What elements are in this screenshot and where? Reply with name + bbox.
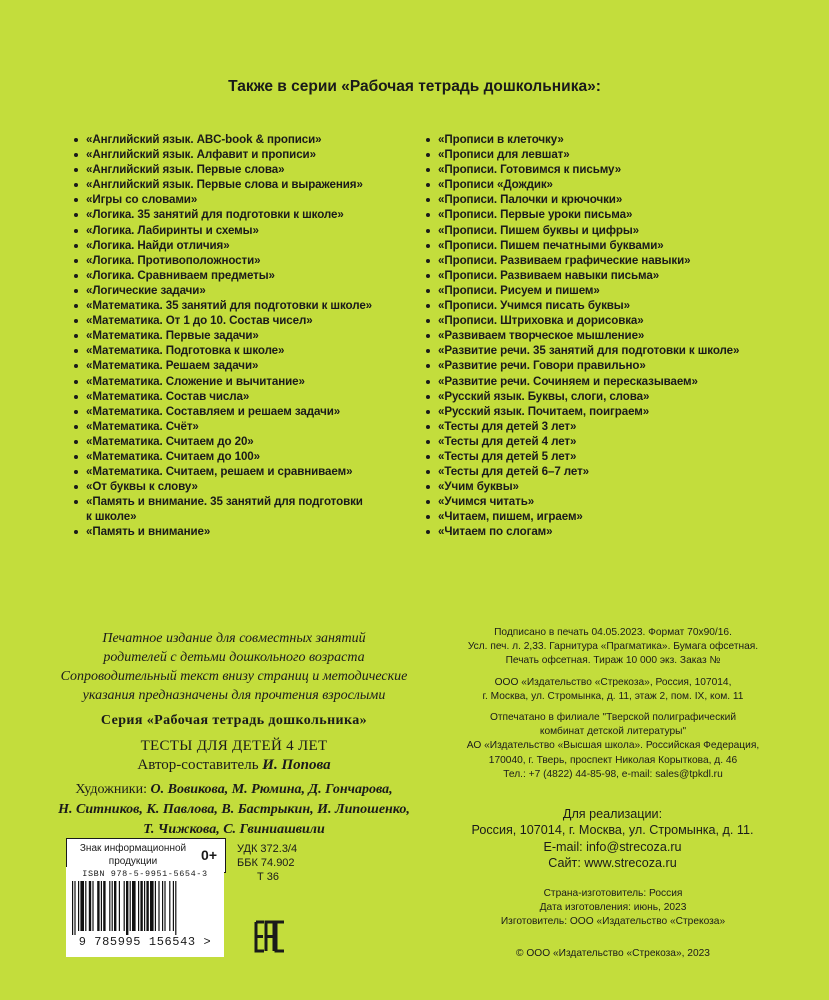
printer-info: 170040, г. Тверь, проспект Николая Корыткова, д. 46 [488,754,738,766]
intro-line: указания предназначены для прочтения взрослыми [82,688,386,703]
series-book-item: «Прописи. Рисуем и пишем» [426,283,771,298]
series-book-item: «Прописи в клеточку» [426,132,771,147]
series-book-item: «Прописи. Учимся писать буквы» [426,298,771,313]
barcode-bar [92,881,93,931]
barcode-bar [130,881,131,931]
barcode-bar [119,881,120,931]
copyright: © ООО «Издательство «Стрекоза», 2023 [516,948,710,959]
series-book-item: «Математика. От 1 до 10. Состав чисел» [74,313,414,328]
barcode-bar [175,881,176,935]
print-details: Усл. печ. л. 2,33. Гарнитура «Прагматика». Бумага офсетная. [467,641,759,653]
barcode-bar [101,881,102,931]
series-book-item: «Тесты для детей 5 лет» [426,449,771,464]
maker-name: Изготовитель: ООО «Издательство «Стрекоза» [500,916,726,927]
barcode-bar [173,881,174,931]
manufacturer-info [450,887,776,929]
series-book-item: «Развитие речи. 35 занятий для подготовки к школе» [426,343,771,358]
barcode-bar [114,881,116,931]
barcode-bar [78,881,79,931]
series-book-item: «Прописи для левшат» [426,147,771,162]
age-rating: 0+ [201,847,217,863]
maker-date: Дата изготовления: июнь, 2023 [539,902,687,913]
series-book-item: «Память и внимание» [74,524,414,539]
info-product-label: Знак информационной продукции [79,843,187,867]
barcode-bar [150,881,154,931]
series-book-item: «Развиваем творческое мышление» [426,328,771,343]
printer-info: комбинат детской литературы" [539,726,687,738]
illustrators-line: Н. Ситников, К. Павлова, В. Бастрыкин, И. Липошенко, [58,802,410,817]
series-book-item: «Тесты для детей 4 лет» [426,434,771,449]
series-book-item: «Математика. Счёт» [74,419,414,434]
barcode-bar [158,881,159,931]
series-book-item: «Английский язык. Алфавит и прописи» [74,147,414,162]
author-line [40,757,428,774]
intro-line: родителей с детьми дошкольного возраста [103,650,365,665]
series-book-item: «Логические задачи» [74,283,414,298]
series-book-item: «Математика. Сложение и вычитание» [74,374,414,389]
illustrators-prefix: Художники: [75,782,147,797]
series-book-item: «Математика. Составляем и решаем задачи» [74,404,414,419]
series-book-item: «Прописи. Палочки и крючочки» [426,192,771,207]
series-book-item: «Развитие речи. Говори правильно» [426,358,771,373]
series-book-item: «Читаем по слогам» [426,524,771,539]
print-details: Печать офсетная. Тираж 10 000 экз. Заказ № [505,655,721,667]
barcode-bar [164,881,165,931]
sales-address: Россия, 107014, г. Москва, ул. Стромынка, д. 11. [471,823,754,838]
series-book-item: «Логика. Найди отличия» [74,238,414,253]
intro-line: Сопроводительный текст внизу страниц и методические [60,669,408,684]
sales-email: E-mail: info@strecoza.ru [543,839,682,854]
author-name: И. Попова [262,757,331,773]
barcode-bar [126,881,128,935]
sales-info [440,806,785,872]
series-book-item: «Математика. Считаем до 100» [74,449,414,464]
book-title: ТЕСТЫ ДЛЯ ДЕТЕЙ 4 ЛЕТ [140,738,328,754]
series-list-right [426,132,771,540]
series-book-item: «Учим буквы» [426,479,771,494]
udk-code: УДК 372.3/4 [237,843,298,855]
series-book-item: «Прописи «Дождик» [426,177,771,192]
series-book-item: «Математика. Считаем, решаем и сравниваем» [74,464,414,479]
barcode-bar [112,881,113,931]
series-book-item: «Тесты для детей 6–7 лет» [426,464,771,479]
series-book-item: «Развитие речи. Сочиняем и пересказываем» [426,374,771,389]
series-book-item: «Прописи. Пишем буквы и цифры» [426,223,771,238]
illustrators-line: О. Вовикова, М. Рюмина, Д. Гончарова, [150,782,393,797]
maker-country: Страна-изготовитель: Россия [543,888,683,899]
series-book-item: «Прописи. Развиваем навыки письма» [426,268,771,283]
series-book-item: «Логика. Лабиринты и схемы» [74,223,414,238]
barcode-bar [169,881,170,931]
series-book-item: «Игры со словами» [74,192,414,207]
intro-text [40,629,428,705]
barcode-bar [89,881,91,931]
series-book-item: «Тесты для детей 3 лет» [426,419,771,434]
series-book-item: «Математика. Состав числа» [74,389,414,404]
series-book-item: «Прописи. Готовимся к письму» [426,162,771,177]
barcode-bar [140,881,142,931]
printer-info: АО «Издательство «Высшая школа». Российская Федерация, [466,740,760,752]
barcode-bar [124,881,125,931]
imprint-right [450,626,776,782]
series-list-left [74,132,414,540]
barcode-bar [85,881,86,931]
barcode-bar [162,881,163,931]
series-book-item: «Логика. 35 занятий для подготовки к школе» [74,207,414,222]
illustrators-line: Т. Чижкова, С. Гвиниашвили [143,822,325,837]
series-book-item: «Английский язык. ABC-book & прописи» [74,132,414,147]
author-mark: Т 36 [257,871,280,883]
series-book-item: «Английский язык. Первые слова» [74,162,414,177]
eac-icon [254,920,286,953]
bbk-code: ББК 74.902 [237,857,295,869]
barcode-bar [138,881,139,931]
series-book-item: «Русский язык. Буквы, слоги, слова» [426,389,771,404]
barcode-bar [103,881,105,931]
series-book-item: «Логика. Сравниваем предметы» [74,268,414,283]
barcode [66,867,224,957]
series-book-item: «Прописи. Пишем печатными буквами» [426,238,771,253]
sales-line: Для реализации: [562,807,663,821]
classification-codes [237,842,297,884]
publisher-address: ООО «Издательство «Стрекоза», Россия, 107014, [494,676,732,688]
printer-info: Отпечатано в филиале "Тверской полиграфический [489,712,737,724]
barcode-bar [132,881,136,931]
series-book-item: «Английский язык. Первые слова и выражения» [74,177,414,192]
author-prefix: Автор-составитель [137,757,259,773]
barcode-bar [109,881,110,931]
intro-line: Печатное издание для совместных занятий [102,631,366,646]
series-book-item: «Математика. Первые задачи» [74,328,414,343]
series-book-item: «Математика. Подготовка к школе» [74,343,414,358]
series-book-item: «Математика. Решаем задачи» [74,358,414,373]
imprint-left [40,629,428,840]
series-book-item: «Математика. Считаем до 20» [74,434,414,449]
series-book-item: «Прописи. Первые уроки письма» [426,207,771,222]
barcode-bar [146,881,148,931]
series-book-item: «Память и внимание. 35 занятий для подготовки к школе» [74,494,414,524]
series-book-item: «Учимся читать» [426,494,771,509]
print-details: Подписано в печать 04.05.2023. Формат 70х90/16. [494,627,732,638]
barcode-bars [72,881,218,935]
series-book-item: «Логика. Противоположности» [74,253,414,268]
barcode-bar [155,881,156,931]
series-book-item: «Русский язык. Почитаем, поиграем» [426,404,771,419]
isbn: ISBN 978-5-9951-5654-3 [82,869,208,879]
sales-website: Сайт: www.strecoza.ru [548,856,677,871]
illustrators [40,780,428,840]
series-name: Серия «Рабочая тетрадь дошкольника» [100,713,368,728]
series-heading: Также в серии «Рабочая тетрадь дошкольника»: [228,78,601,95]
series-book-item: «Читаем, пишем, играем» [426,509,771,524]
series-book-item: «Математика. 35 занятий для подготовки к школе» [74,298,414,313]
series-book-item: «Прописи. Развиваем графические навыки» [426,253,771,268]
publisher-address: г. Москва, ул. Стромынка, д. 11, этаж 2, пом. IX, ком. 11 [482,690,744,702]
barcode-bar [74,881,75,935]
printer-contacts: Тел.: +7 (4822) 44-85-98, e-mail: sales@tpkdl.ru [503,768,723,780]
barcode-bar [97,881,99,931]
series-book-item: «Прописи. Штриховка и дорисовка» [426,313,771,328]
barcode-bar [72,881,73,935]
barcode-bar [80,881,84,931]
barcode-digits: 9 785995 156543 > [78,935,212,949]
barcode-bar [144,881,145,931]
series-book-item: «От буквы к слову» [74,479,414,494]
